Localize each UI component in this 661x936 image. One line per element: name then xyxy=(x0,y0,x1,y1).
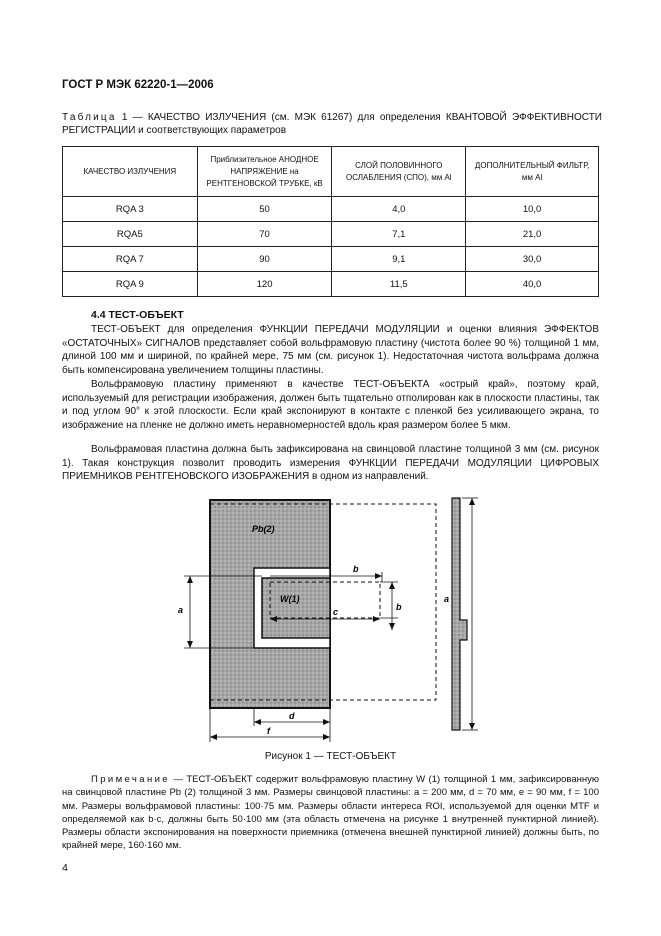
arrow xyxy=(389,582,395,589)
label-c: c xyxy=(333,607,339,617)
table-cell: 40,0 xyxy=(466,272,599,297)
arrow xyxy=(323,719,330,725)
side-profile xyxy=(452,498,467,730)
table-row xyxy=(63,272,599,297)
arrow xyxy=(323,734,330,740)
arrow xyxy=(254,719,261,725)
paragraph: ТЕСТ-ОБЪЕКТ для определения ФУНКЦИИ ПЕРЕДАЧИ МОДУЛЯЦИИ и оценки влияния ЭФФЕКТОВ «ОСТАТОЧНЫХ» СИГНАЛОВ представляет собой вольфрамовую пластину (чистота более 90 %) толщиной 1 мм, длиной 100 мм и шириной, по крайней мере, 75 мм (см. рисунок 1). Недостаточная чистота вольфрама должна быть компенсирована увеличением толщины пластины. xyxy=(62,324,599,376)
paragraph: Вольфрамовая пластина должна быть зафиксирована на свинцовой пластине толщиной 3 мм (см. рисунок 1). Такая конструкция позволит проводить измерения ФУНКЦИИ ПЕРЕДАЧИ МОДУЛЯЦИИ ЦИФРОВЫХ ПРИЕМНИКОВ РЕНТГЕНОВСКОГО ИЗОБРАЖЕНИЯ в одном из направлений. xyxy=(62,444,599,483)
table-cell: 90 xyxy=(197,247,332,272)
arrow xyxy=(187,576,193,583)
label-f: f xyxy=(267,726,270,736)
arrow xyxy=(210,734,217,740)
column-header: Приблизительное АНОДНОЕ НАПРЯЖЕНИЕ на РЕНТГЕНОВСКОЙ ТРУБКЕ, кВ xyxy=(197,147,332,197)
arrow xyxy=(469,498,475,505)
table-cell: RQA 9 xyxy=(63,272,198,297)
note-text: — ТЕСТ-ОБЪЕКТ содержит вольфрамовую пластину W (1) толщиной 1 мм, зафиксированную на свинцовой пластине Pb (2) толщиной 3 мм. Размеры свинцовой пластины: a = 200 мм, d = 70 мм, e = 90 мм, f = 100 мм. Размеры вольфрамовой пластины: 100·75 мм. Размеры области интереса ROI, используемой для оценки MTF и определяемой как b·c, должны быть 50·100 мм (эта область отмечена на рисунке 1 внутренней пунктирной линией). Размеры области экспонирования на поверхности приемника (отмечена внешней пунктирной линией) должны быть, по крайней мере, 160·160 мм. xyxy=(62,774,599,852)
radiation-quality-table xyxy=(62,146,599,297)
table-row xyxy=(63,222,599,247)
table-caption-word: Таблица xyxy=(62,112,117,123)
page-number: 4 xyxy=(62,862,68,874)
table-cell: 70 xyxy=(197,222,332,247)
label-b-vertical: b xyxy=(396,602,402,612)
table-cell: RQA5 xyxy=(63,222,198,247)
figure-caption: Рисунок 1 — ТЕСТ-ОБЪЕКТ xyxy=(264,751,397,762)
table-caption-text: 1 — КАЧЕСТВО ИЗЛУЧЕНИЯ (см. МЭК 61267) для определения КВАНТОВОЙ ЭФФЕКТИВНОСТИ РЕГИСТРАЦИИ и соответствующих параметров xyxy=(62,112,602,136)
table-cell: 4,0 xyxy=(332,197,466,222)
label-b: b xyxy=(353,564,359,574)
arrow xyxy=(187,641,193,648)
table-header-row xyxy=(63,147,599,197)
table-cell: 50 xyxy=(197,197,332,222)
label-d: d xyxy=(289,711,295,721)
table-cell: 120 xyxy=(197,272,332,297)
table-cell: RQA 3 xyxy=(63,197,198,222)
table-caption xyxy=(62,111,602,137)
test-object-figure xyxy=(170,490,490,746)
label-pb: Pb(2) xyxy=(252,524,275,534)
table-cell: 30,0 xyxy=(466,247,599,272)
section-title: 4.4 ТЕСТ-ОБЪЕКТ xyxy=(91,309,184,321)
table-row xyxy=(63,247,599,272)
note-paragraph xyxy=(62,773,599,853)
label-a-left: a xyxy=(178,605,184,615)
label-w: W(1) xyxy=(280,594,300,604)
arrow xyxy=(469,723,475,730)
column-header: КАЧЕСТВО ИЗЛУЧЕНИЯ xyxy=(63,147,198,197)
column-header: СЛОЙ ПОЛОВИННОГО ОСЛАБЛЕНИЯ (СПО), мм Al xyxy=(332,147,466,197)
table-cell: 21,0 xyxy=(466,222,599,247)
note-label: Примечание xyxy=(91,774,170,785)
arrow xyxy=(375,573,382,579)
table-row xyxy=(63,197,599,222)
table-cell: 7,1 xyxy=(332,222,466,247)
column-header: ДОПОЛНИТЕЛЬНЫЙ ФИЛЬТР, мм Al xyxy=(466,147,599,197)
tungsten-plate-inner xyxy=(262,578,330,638)
document-header: ГОСТ Р МЭК 62220-1—2006 xyxy=(62,79,214,91)
table-cell: 9,1 xyxy=(332,247,466,272)
label-a-right: a xyxy=(444,594,450,604)
arrow xyxy=(389,623,395,630)
table-cell: RQA 7 xyxy=(63,247,198,272)
table-cell: 11,5 xyxy=(332,272,466,297)
arrow xyxy=(373,616,380,622)
table-cell: 10,0 xyxy=(466,197,599,222)
paragraph: Вольфрамовую пластину применяют в качестве ТЕСТ-ОБЪЕКТА «острый край», поэтому край, используемый для регистрации изображения, должен быть тщательно отполирован как в плоскости пластины, так и под углом 90° к этой плоскости. Если край экспонируют в контакте с пленкой без усиливающего экрана, то изображение на пленке не должно иметь неравномерностей вдоль края размером более 5 мкм. xyxy=(62,379,599,431)
